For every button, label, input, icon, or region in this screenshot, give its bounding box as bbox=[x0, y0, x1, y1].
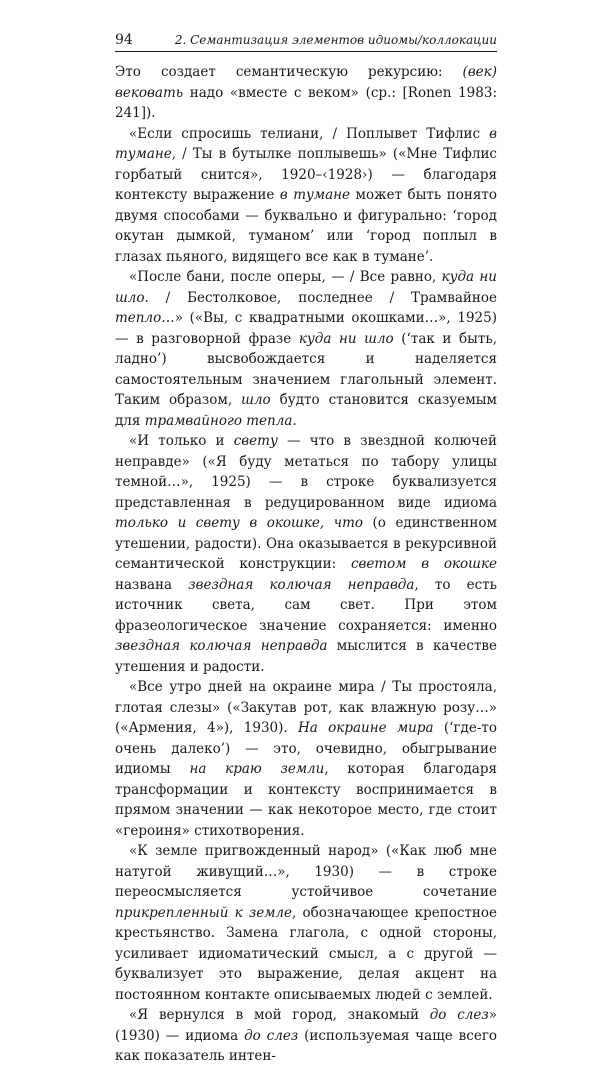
body-text bbox=[115, 62, 497, 1067]
page-number: 94 bbox=[115, 32, 133, 48]
text-run: (‘где-то очень далеко’) — это, очевидно, обыгрывание идиомы bbox=[115, 720, 497, 777]
italic-run: светом в окошке bbox=[350, 556, 497, 572]
text-run: мыслится в качестве утешения и радости. bbox=[115, 638, 498, 675]
italic-run: прикрепленный к земле bbox=[115, 904, 292, 921]
italic-run: на краю земли bbox=[189, 761, 325, 777]
text-run: «И только и bbox=[129, 433, 234, 449]
text-run: . bbox=[292, 412, 297, 429]
text-run: , обозначающее крепостное крестьянство. Замена глагола, с одной стороны, усиливает идиоматический смысл, а с другой — буквализует это выражение, делая акцент на постоянном контакте описываемых людей с землей. bbox=[115, 904, 497, 1003]
italic-run: тепло… bbox=[115, 310, 175, 326]
italic-run: звездная колючая неправда bbox=[115, 638, 328, 654]
italic-run: до слез bbox=[244, 1027, 299, 1044]
section-title: 2. Семантизация элементов идиомы/коллокации bbox=[174, 33, 497, 47]
text-run: (‘так и быть, ладно’) высвобождается и наделяется самостоятельным значением глагольный элемент. Таким образом, bbox=[115, 330, 497, 408]
paragraph bbox=[115, 841, 497, 1005]
text-run: будто становится сказуемым для bbox=[115, 392, 497, 429]
italic-run: в тумане bbox=[115, 125, 497, 162]
italic-run: шло bbox=[241, 392, 271, 408]
text-run: Это создает семантическую рекурсию: bbox=[115, 64, 463, 80]
text-run: «Все утро дней на окраине мира / Ты простояла, глотая слезы» («Закутав рот, как влажную розу…» («Армения, 4»), 1930). bbox=[115, 679, 497, 736]
paragraph bbox=[115, 1005, 497, 1067]
paragraph bbox=[115, 267, 497, 431]
running-head bbox=[115, 30, 497, 52]
text-run: » («Вы, с квадратными окошками…», 1925) — в разговорной фразе bbox=[115, 310, 497, 347]
header-rule bbox=[115, 51, 497, 52]
italic-run: в тумане bbox=[279, 187, 351, 203]
text-run: «Если спросишь телиани, / Поплывет Тифлис bbox=[129, 125, 490, 142]
italic-run: свету bbox=[233, 433, 278, 449]
italic-run: куда ни шло bbox=[298, 330, 394, 347]
text-run: (используемая чаще всего как показатель интен- bbox=[115, 1027, 498, 1064]
text-run: «После бани, после оперы, — / Все равно, bbox=[129, 269, 442, 285]
paragraph bbox=[115, 677, 497, 841]
text-run: надо «вместе с веком» (ср.: [Ronen 1983: 241]). bbox=[115, 84, 497, 121]
text-run: — что в звездной колючей неправде» («Я буду метаться по табору улицы темной…», 1925) — в строке буквализуется представленная в редуцированном виде идиома bbox=[115, 433, 497, 511]
text-run: » (1930) — идиома bbox=[115, 1007, 497, 1044]
text-run: «К земле пригвожденный народ» («Как люб мне натугой живущий…», 1930) — в строке переосмысляется устойчивое сочетание bbox=[115, 843, 497, 900]
paragraph bbox=[115, 431, 497, 677]
text-run: , то есть источник света, сам свет. При этом фразеологическое значение сохраняется: именно bbox=[115, 576, 497, 634]
italic-run: звездная колючая неправда bbox=[188, 576, 415, 593]
italic-run: трамвайного тепла bbox=[144, 412, 293, 429]
paragraph bbox=[115, 62, 497, 124]
text-run: (о единственном утешении, радости). Она оказывается в рекурсивной семантической конструкции: bbox=[115, 515, 497, 572]
text-run: , / Ты в бутылке поплывешь» («Мне Тифлис горбатый снится», 1920–‹1928›) — благодаря контексту выражение bbox=[115, 146, 497, 203]
text-run: названа bbox=[115, 576, 189, 593]
italic-run: куда ни шло bbox=[115, 269, 497, 306]
text-run: может быть понято двумя способами — буквально и фигурально: ‘город окутан дымкой, туманом’ или ‘город поплыл в глазах пьяного, видящего все как в тумане’. bbox=[115, 187, 498, 265]
italic-run: (век) вековать bbox=[115, 64, 497, 101]
text-run: . / Бестолковое, последнее / Трамвайное bbox=[144, 289, 497, 306]
italic-run: На окраине мира bbox=[298, 720, 434, 736]
text-run: «Я вернулся в мой город, знакомый bbox=[129, 1007, 430, 1023]
paragraph bbox=[115, 124, 497, 268]
italic-run: до слез bbox=[429, 1007, 489, 1023]
text-run: , которая благодаря трансформации и контексту воспринимается в прямом значении — как некоторое место, где стоит «героиня» стихотворения. bbox=[115, 761, 497, 839]
italic-run: только и свету в окошке, что bbox=[115, 515, 364, 531]
